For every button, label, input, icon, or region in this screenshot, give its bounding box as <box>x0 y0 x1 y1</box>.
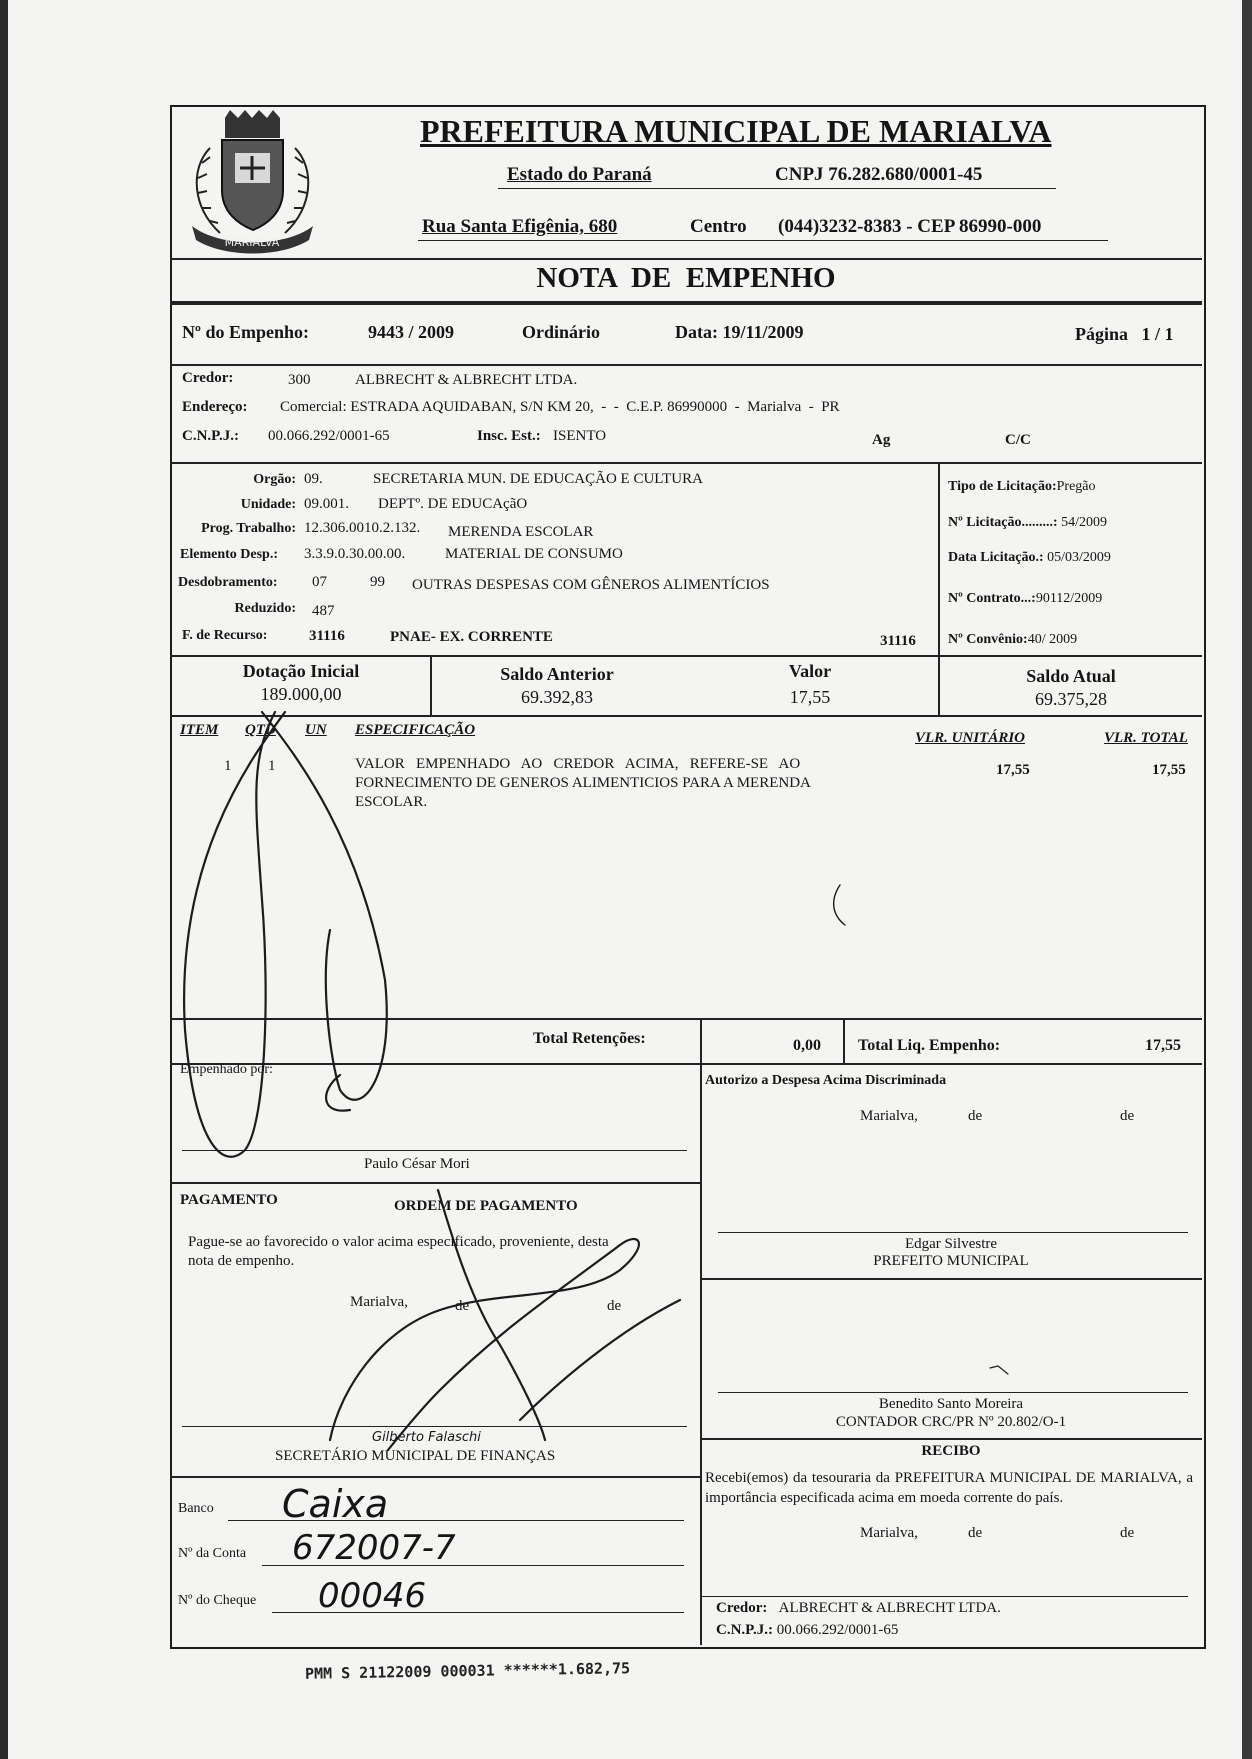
header-rule-1 <box>498 188 1056 189</box>
empenhado-name: Paulo César Mori <box>364 1156 470 1172</box>
desd-label: Desdobramento: <box>178 575 278 590</box>
phone-label: (044)3232-8383 - CEP 86990-000 <box>778 216 1042 237</box>
divider <box>170 364 1202 366</box>
licitacao-tipo: Tipo de Licitação:Pregão <box>948 479 1096 494</box>
divider <box>718 1392 1188 1393</box>
elem-name: MATERIAL DE CONSUMO <box>445 546 623 562</box>
recibo-title: RECIBO <box>921 1443 981 1459</box>
orgao-code: 09. <box>304 471 323 487</box>
divider <box>938 462 940 655</box>
prog-code: 12.306.0010.2.132. <box>304 520 421 536</box>
reduzido-value: 487 <box>312 603 335 619</box>
prog-label: Prog. Trabalho: <box>201 521 296 536</box>
cc-label: C/C <box>1005 432 1031 448</box>
divider <box>170 462 1202 464</box>
divider <box>170 258 1202 260</box>
conta-value: 672007-7 <box>292 1528 456 1568</box>
licitacao-num: Nº Licitação.........: 54/2009 <box>948 515 1107 530</box>
insc-label: Insc. Est.: <box>477 428 541 444</box>
pagamento-text-1: Pague-se ao favorecido o valor acima especificado, proveniente, desta <box>188 1234 609 1250</box>
recibo-cnpj: C.N.P.J.: 00.066.292/0001-65 <box>716 1622 899 1638</box>
valor-value: 17,55 <box>789 687 831 707</box>
contrato: Nº Contrato...:90112/2009 <box>948 591 1103 606</box>
dotacao-inicial-value: 189.000,00 <box>260 684 342 704</box>
address-label: Rua Santa Efigênia, 680 <box>422 216 618 237</box>
recibo-text: Recebi(emos) da tesouraria da PREFEITURA MUNICIPAL DE MARIALVA, a importância especificada acima em moeda corrente do país. <box>705 1470 1193 1506</box>
divider <box>182 1426 687 1427</box>
divider <box>170 1476 700 1478</box>
col-un: UN <box>305 722 327 738</box>
empenho-date: Data: 19/11/2009 <box>675 322 804 342</box>
divider <box>700 1018 702 1063</box>
header-rule-2 <box>418 240 1108 241</box>
divider <box>170 1018 1202 1020</box>
district-label: Centro <box>690 216 747 237</box>
scan-edge-right <box>1242 0 1252 1759</box>
secretario-name: Gilberto Falaschi <box>372 1430 481 1445</box>
item-number: 1 <box>224 758 232 774</box>
payment-stamp: PMM S 21122009 000031 ******1.682,75 <box>304 1659 631 1683</box>
divider <box>170 1182 700 1184</box>
recibo-de1: de <box>968 1525 983 1541</box>
autorizo-de2: de <box>1120 1108 1135 1124</box>
orgao-label: Orgão: <box>253 472 296 487</box>
col-vlr-unit: VLR. UNITÁRIO <box>915 730 1026 746</box>
liquido-value: 17,55 <box>1145 1037 1181 1054</box>
recurso-code-2: 31116 <box>880 633 916 649</box>
divider <box>182 1150 687 1151</box>
divider <box>700 1438 1202 1440</box>
credor-address: Comercial: ESTRADA AQUIDABAN, S/N KM 20, - - C.E.P. 86990000 - Marialva - PR <box>280 399 840 415</box>
cheque-value: 00046 <box>318 1576 427 1616</box>
autorizo-city: Marialva, <box>860 1108 918 1124</box>
cnpj-field-label: C.N.P.J.: <box>182 428 239 444</box>
recurso-name: PNAE- EX. CORRENTE <box>390 629 553 645</box>
prog-name: MERENDA ESCOLAR <box>448 524 594 540</box>
dotacao-inicial-label: Dotação Inicial <box>242 661 360 681</box>
item-spec-3: ESCOLAR. <box>355 794 428 810</box>
cnpj-label: CNPJ 76.282.680/0001-45 <box>775 164 983 185</box>
item-qty: 1 <box>268 758 276 774</box>
divider <box>843 1018 845 1063</box>
pagamento-de2: de <box>607 1298 622 1314</box>
credor-name: ALBRECHT & ALBRECHT LTDA. <box>355 372 578 388</box>
autorizo-de1: de <box>968 1108 983 1124</box>
conta-label: Nº da Conta <box>178 1546 247 1561</box>
crest-text: MARIALVA <box>224 236 280 249</box>
scan-edge-left <box>0 0 8 1759</box>
address-field-label: Endereço: <box>182 399 248 415</box>
orgao-name: SECRETARIA MUN. DE EDUCAÇÃO E CULTURA <box>373 471 703 487</box>
municipal-crest-icon <box>180 108 325 260</box>
reduzido-label: Reduzido: <box>234 601 296 616</box>
prefeito-name: Edgar Silvestre <box>904 1236 998 1252</box>
elem-label: Elemento Desp.: <box>180 547 278 562</box>
divider <box>170 655 1202 657</box>
valor-label: Valor <box>788 661 832 681</box>
saldo-anterior-label: Saldo Anterior <box>500 664 614 684</box>
empenho-type: Ordinário <box>522 322 601 342</box>
recurso-code: 31116 <box>309 628 345 644</box>
divider <box>170 715 1202 717</box>
autorizo-title: Autorizo a Despesa Acima Discriminada <box>705 1073 947 1088</box>
col-spec: ESPECIFICAÇÃO <box>355 722 476 738</box>
unidade-label: Unidade: <box>240 497 296 512</box>
desd-name: OUTRAS DESPESAS COM GÊNEROS ALIMENTÍCIOS <box>412 577 770 593</box>
ag-label: Ag <box>872 432 891 448</box>
divider <box>170 1063 1202 1065</box>
item-spec-2: FORNECIMENTO DE GENEROS ALIMENTICIOS PARA A MERENDA <box>355 775 811 791</box>
empenho-number: 9443 / 2009 <box>368 322 455 342</box>
unidade-name: DEPTº. DE EDUCAçãO <box>378 496 528 512</box>
saldo-atual-value: 69.375,28 <box>1035 689 1107 709</box>
contador-role: CONTADOR CRC/PR Nº 20.802/O-1 <box>835 1414 1067 1430</box>
col-vlr-total: VLR. TOTAL <box>1104 730 1188 746</box>
recibo-credor: Credor: ALBRECHT & ALBRECHT LTDA. <box>716 1600 1001 1616</box>
page-title: PREFEITURA MUNICIPAL DE MARIALVA <box>420 113 1052 149</box>
col-item: ITEM <box>180 722 219 738</box>
state-label: Estado do Paraná <box>507 164 652 185</box>
recurso-label: F. de Recurso: <box>182 628 268 643</box>
desd-b: 99 <box>370 574 385 590</box>
col-qtd: QTD <box>245 722 276 738</box>
recibo-de2: de <box>1120 1525 1135 1541</box>
divider <box>700 1063 702 1645</box>
item-spec-1: VALOR EMPENHADO AO CREDOR ACIMA, REFERE-SE AO <box>355 756 801 772</box>
empenhado-label: Empenhado por: <box>180 1062 273 1077</box>
doc-title: NOTA DE EMPENHO <box>536 262 836 294</box>
liquido-label: Total Liq. Empenho: <box>858 1037 1001 1054</box>
divider <box>718 1232 1188 1233</box>
pagamento-city: Marialva, <box>350 1294 408 1310</box>
credor-label: Credor: <box>182 370 234 386</box>
item-vlr-total: 17,55 <box>1152 762 1186 778</box>
secretario-role: SECRETÁRIO MUNICIPAL DE FINANÇAS <box>275 1448 556 1464</box>
desd-a: 07 <box>312 574 327 590</box>
retencoes-label: Total Retenções: <box>533 1030 646 1047</box>
pagamento-label: PAGAMENTO <box>180 1192 278 1208</box>
credor-cnpj: 00.066.292/0001-65 <box>268 428 390 444</box>
insc-value: ISENTO <box>553 428 607 444</box>
licitacao-data: Data Licitação.: 05/03/2009 <box>948 550 1111 565</box>
saldo-anterior-value: 69.392,83 <box>521 687 593 707</box>
banco-label: Banco <box>178 1501 214 1516</box>
credor-code: 300 <box>288 372 311 388</box>
contador-name: Benedito Santo Moreira <box>878 1396 1024 1412</box>
divider <box>700 1278 1202 1280</box>
cheque-label: Nº do Cheque <box>178 1593 257 1608</box>
retencoes-value: 0,00 <box>793 1037 821 1054</box>
item-vlr-unit: 17,55 <box>996 762 1030 778</box>
prefeito-role: PREFEITO MUNICIPAL <box>873 1253 1029 1269</box>
ordem-label: ORDEM DE PAGAMENTO <box>394 1198 578 1214</box>
divider <box>170 301 1202 305</box>
unidade-code: 09.001. <box>304 496 349 512</box>
elem-code: 3.3.9.0.30.00.00. <box>304 546 406 562</box>
convenio: Nº Convênio:40/ 2009 <box>948 632 1078 647</box>
empenho-label: Nº do Empenho: <box>182 322 309 342</box>
pagamento-text-2: nota de empenho. <box>188 1253 295 1269</box>
page-number: Página 1 / 1 <box>1075 324 1174 344</box>
banco-value: Caixa <box>282 1482 389 1526</box>
divider <box>700 1596 1188 1597</box>
saldo-atual-label: Saldo Atual <box>1026 666 1116 686</box>
recibo-city: Marialva, <box>860 1525 918 1541</box>
pagamento-de1: de <box>455 1298 470 1314</box>
